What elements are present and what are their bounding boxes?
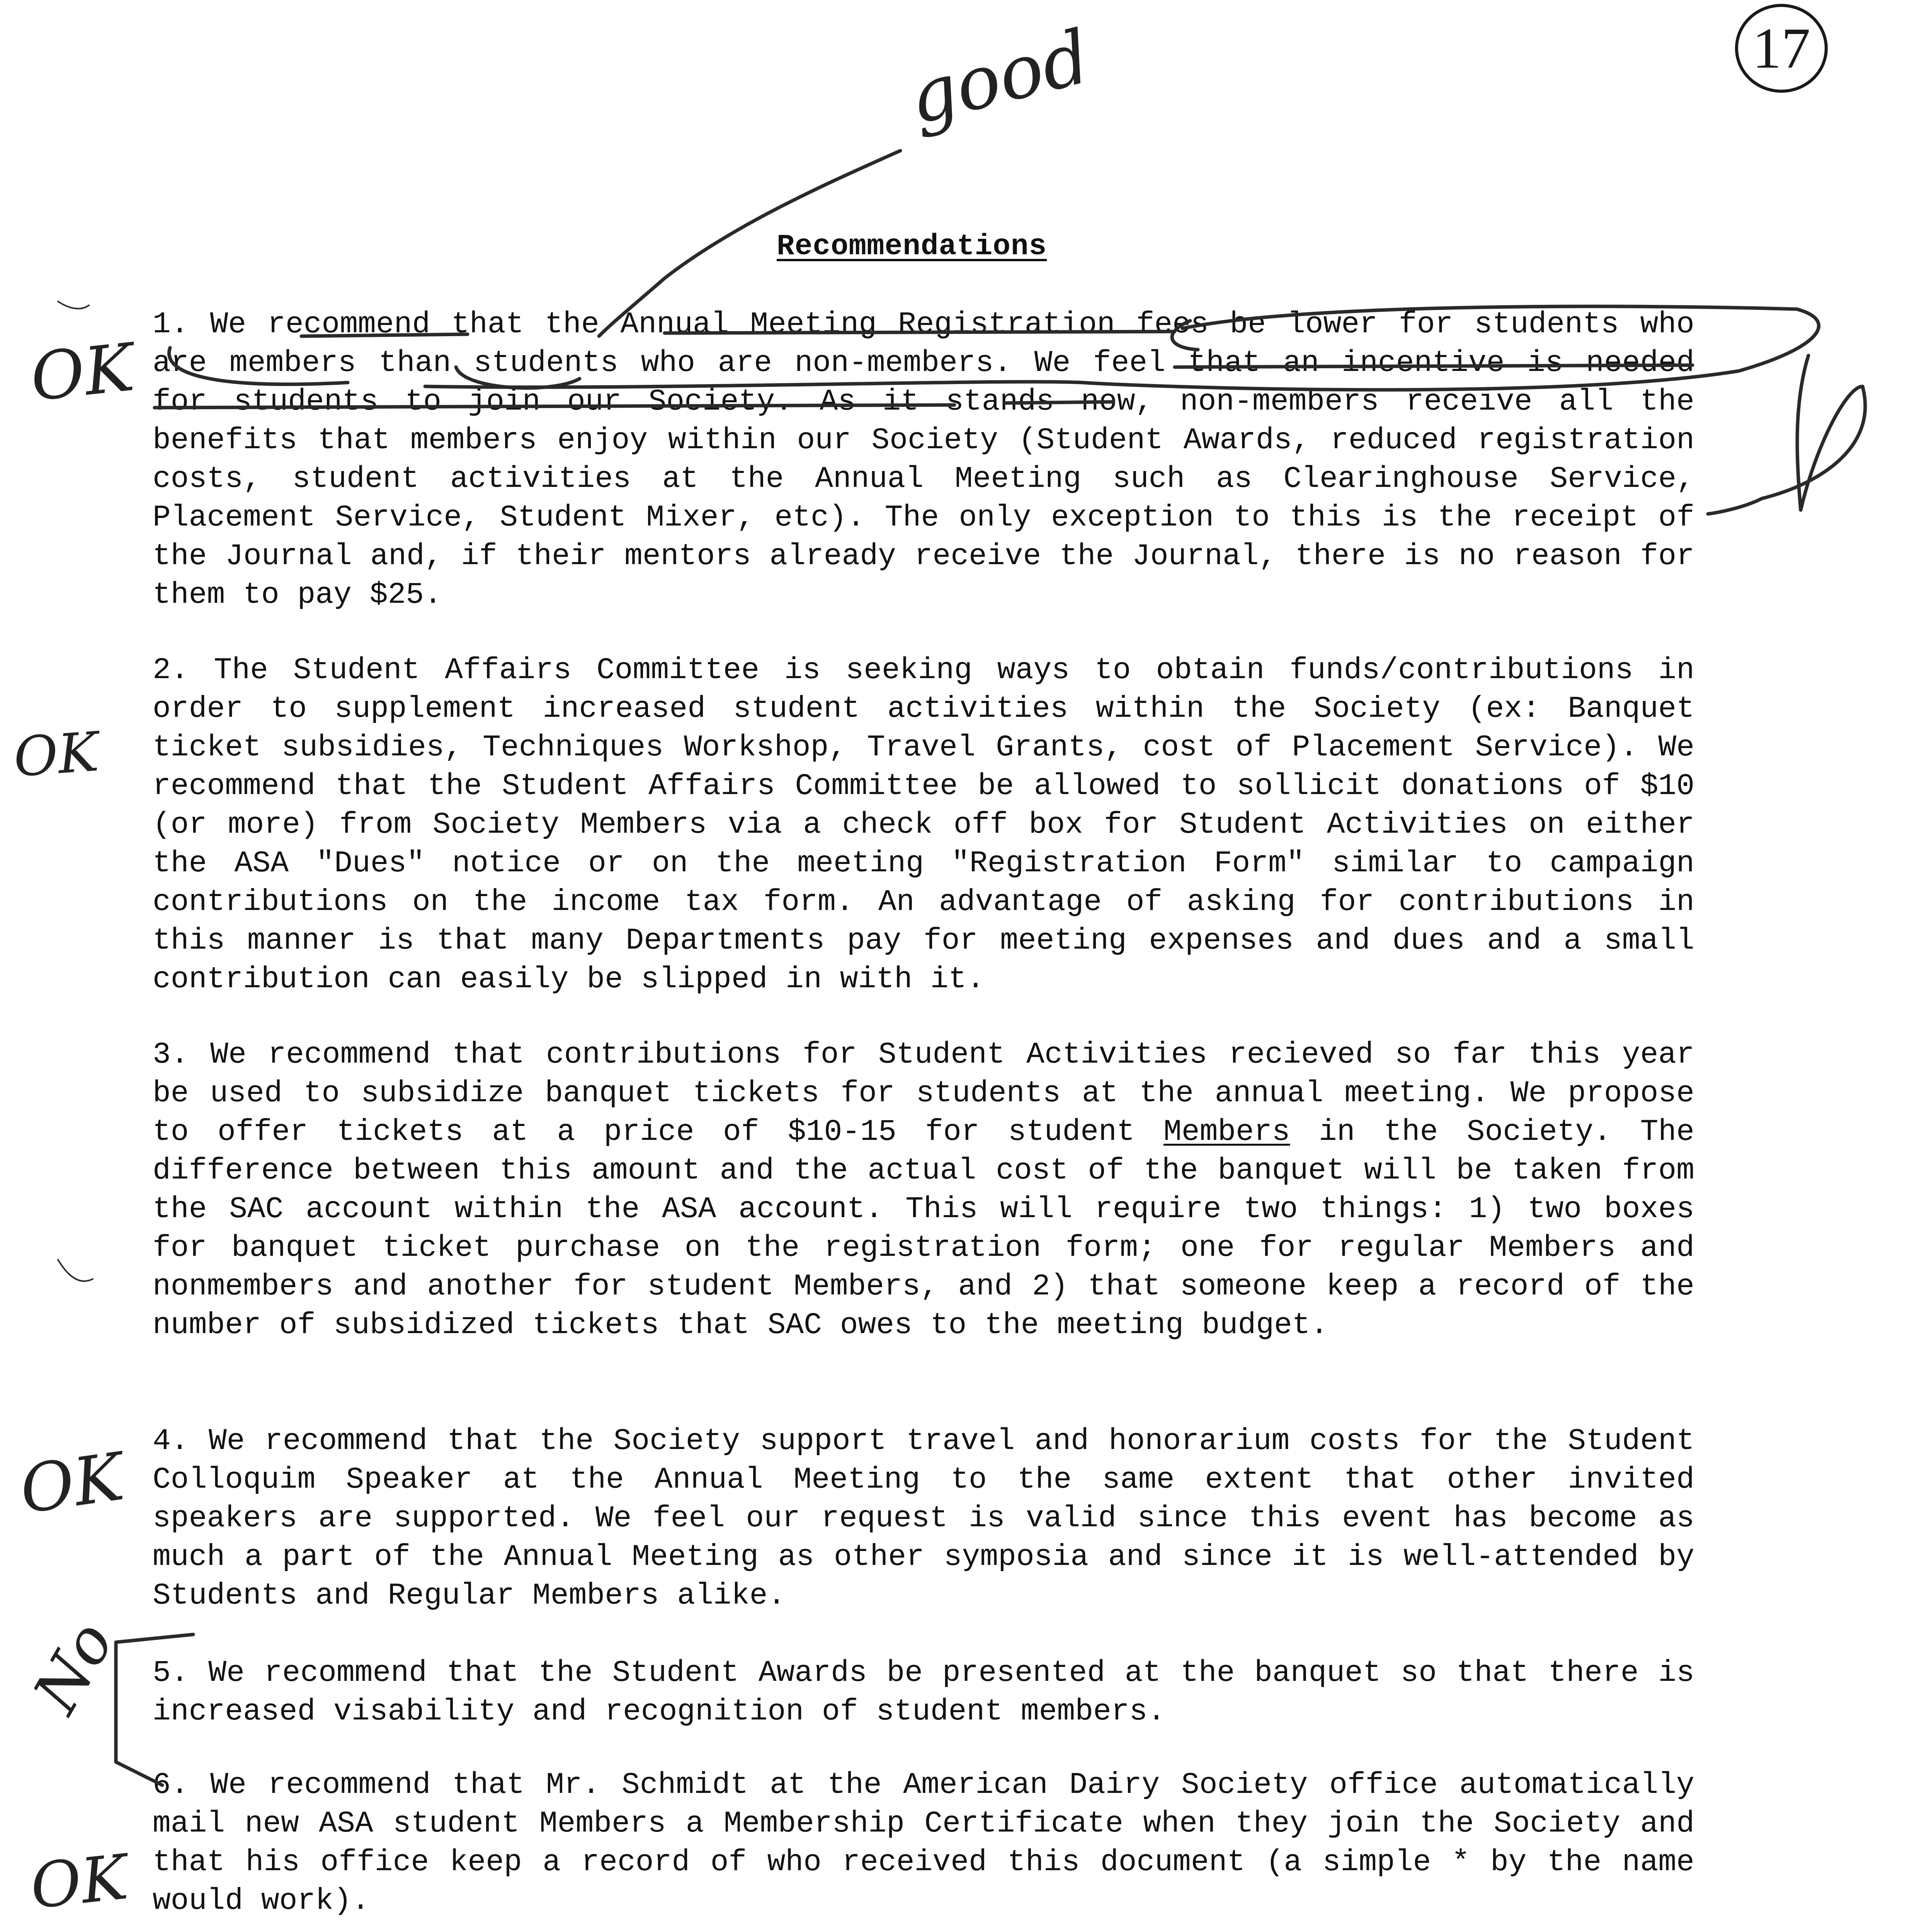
- annotation-margin-1: OK: [27, 329, 138, 416]
- recommendation-4: [153, 1422, 1694, 1615]
- margin-tick-2: [58, 1260, 93, 1281]
- recommendation-2-text: 2. The Student Affairs Committee is seeking ways to obtain funds/contributions in order to supplement increased student activities within the Society (ex: Banquet ticket subsidies, Techniques Workshop, Travel Grants, cost of Placement Service). We recommend that the Student Affairs Committee be allowed to sollicit donations of $10 (or more) from Society Members via a check off box for Student Activities on either the ASA "Dues" notice or on the meeting "Registration Form" similar to campaign contributions on the income tax form. An advantage of asking for contributions in this manner is that many Departments pay for meeting expenses and dues and a small contribution can easily be slipped in with it.: [153, 653, 1694, 997]
- recommendation-1: [153, 305, 1694, 614]
- recommendation-1-text: 1. We recommend that the Annual Meeting Registration fees be lower for students who are members than students who are non-members. We feel that an incentive is needed for students to join our Society. As it stands now, non-members receive all the benefits that members enjoy within our Society (Student Awards, reduced registration costs, student activities at the Annual Meeting such as Clearinghouse Service, Placement Service, Student Mixer, etc). The only exception to this is the receipt of the Journal and, if their mentors already receive the Journal, there is no reason for them to pay $25.: [153, 308, 1694, 612]
- annotation-margin-6: OK: [27, 1840, 131, 1923]
- annotation-margin-2: OK: [12, 720, 101, 789]
- recommendation-5: [153, 1654, 1694, 1731]
- page-number: 17: [1752, 16, 1810, 80]
- recommendation-4-text: 4. We recommend that the Society support travel and honorarium costs for the Student Colloquim Speaker at the Annual Meeting to the same extent that other invited speakers are supported. We feel our request is valid since this event has become as much a part of the Annual Meeting as other symposia and since it is well-attended by Students and Regular Members alike.: [153, 1424, 1694, 1613]
- recommendation-2: [153, 651, 1694, 999]
- recommendation-3-text-end: in the Society. The difference between this amount and the actual cost of the banquet will be taken from the SAC account within the ASA account. This will require two things: 1) two boxes for banquet ticket purchase on the registration form; one for regular Members and nonmembers and another for student Members, and 2) that someone keep a record of the number of subsidized tickets that SAC owes to the meeting budget.: [153, 1115, 1694, 1342]
- recommendation-3: [153, 1036, 1694, 1345]
- right-margin-mark: [1708, 355, 1865, 514]
- annotation-top-note: good: [900, 14, 1098, 141]
- recommendation-3-text-start: 3. We recommend that contributions for Student Activities recieved so far this year be used to subsidize banquet tickets for students at the annual meeting. We propose to offer tickets at a price of $10-15 for student: [153, 1038, 1694, 1149]
- annotation-margin-5: No: [19, 1609, 128, 1725]
- margin-tick-1: [58, 301, 89, 309]
- recommendation-5-text: 5. We recommend that the Student Awards be presented at the banquet so that there is increased visability and recognition of student members.: [153, 1656, 1694, 1729]
- annotation-margin-4: OK: [15, 1438, 128, 1529]
- recommendation-6-text: 6. We recommend that Mr. Schmidt at the American Dairy Society office automatically mail new ASA student Members a Membership Certificate when they join the Society and that his office keep a record of who received this document (a simple * by the name would work).: [153, 1768, 1694, 1918]
- page-title: Recommendations: [777, 230, 1047, 263]
- recommendation-6: [153, 1766, 1694, 1920]
- recommendation-3-underlined-word: Members: [1163, 1115, 1290, 1149]
